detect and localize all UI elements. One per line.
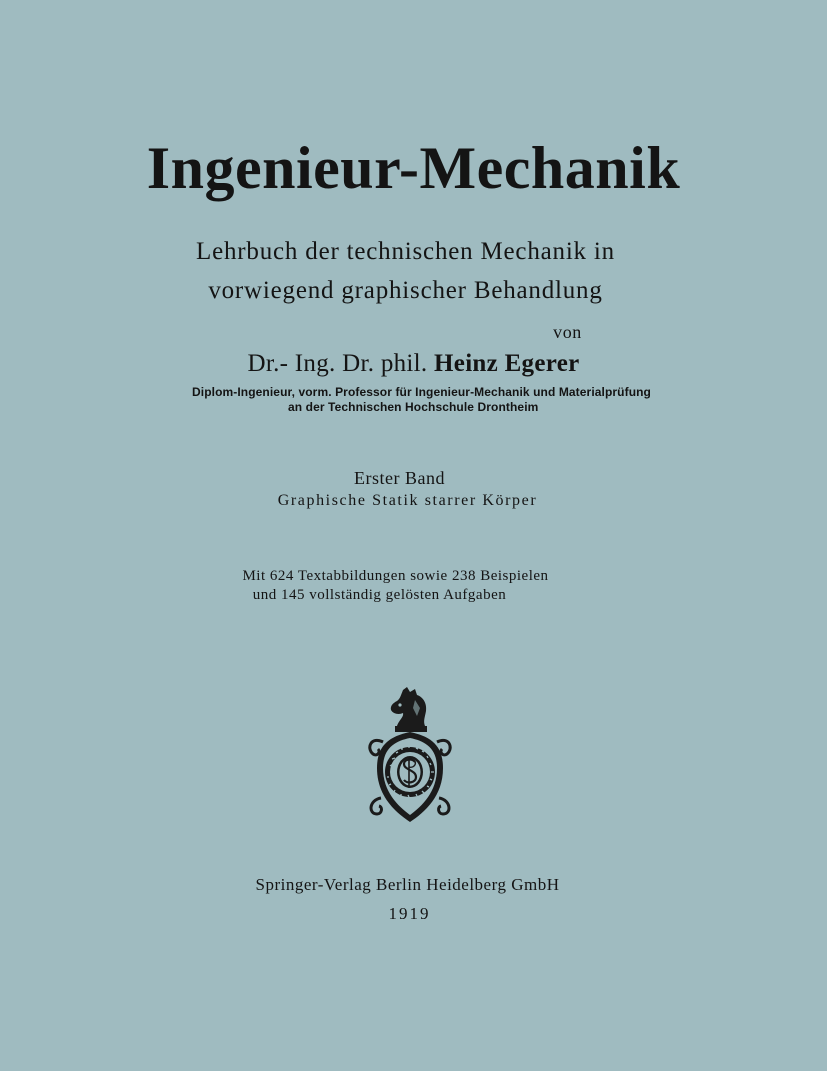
volume-title: Graphische Statik starrer Körper bbox=[277, 492, 538, 509]
affiliation-line-1: Diplom-Ingenieur, vorm. Professor für Ingenieur-Mechanik und Materialprüfung bbox=[192, 385, 651, 399]
publication-year: 1919 bbox=[388, 904, 431, 923]
affiliation-line-2: an der Technischen Hochschule Drontheim bbox=[288, 400, 539, 414]
author-prefix: Dr.- Ing. Dr. phil. bbox=[247, 350, 428, 377]
book-title: Ingenieur-Mechanik bbox=[146, 135, 681, 201]
author-line bbox=[0, 350, 827, 378]
volume-label: Erster Band bbox=[354, 468, 445, 488]
subtitle-line-1: Lehrbuch der technischen Mechanik in bbox=[196, 238, 615, 265]
publisher-name: Springer-Verlag Berlin Heidelberg GmbH bbox=[255, 875, 560, 894]
subtitle-line-2: vorwiegend graphischer Behandlung bbox=[208, 277, 603, 304]
by-label: von bbox=[553, 322, 582, 342]
springer-knight-emblem-icon bbox=[363, 686, 457, 828]
author-name: Heinz Egerer bbox=[434, 350, 580, 377]
illustrations-note-line-1: Mit 624 Textabbildungen sowie 238 Beispielen bbox=[242, 568, 549, 584]
illustrations-note-line-2: und 145 vollständig gelösten Aufgaben bbox=[252, 587, 507, 603]
